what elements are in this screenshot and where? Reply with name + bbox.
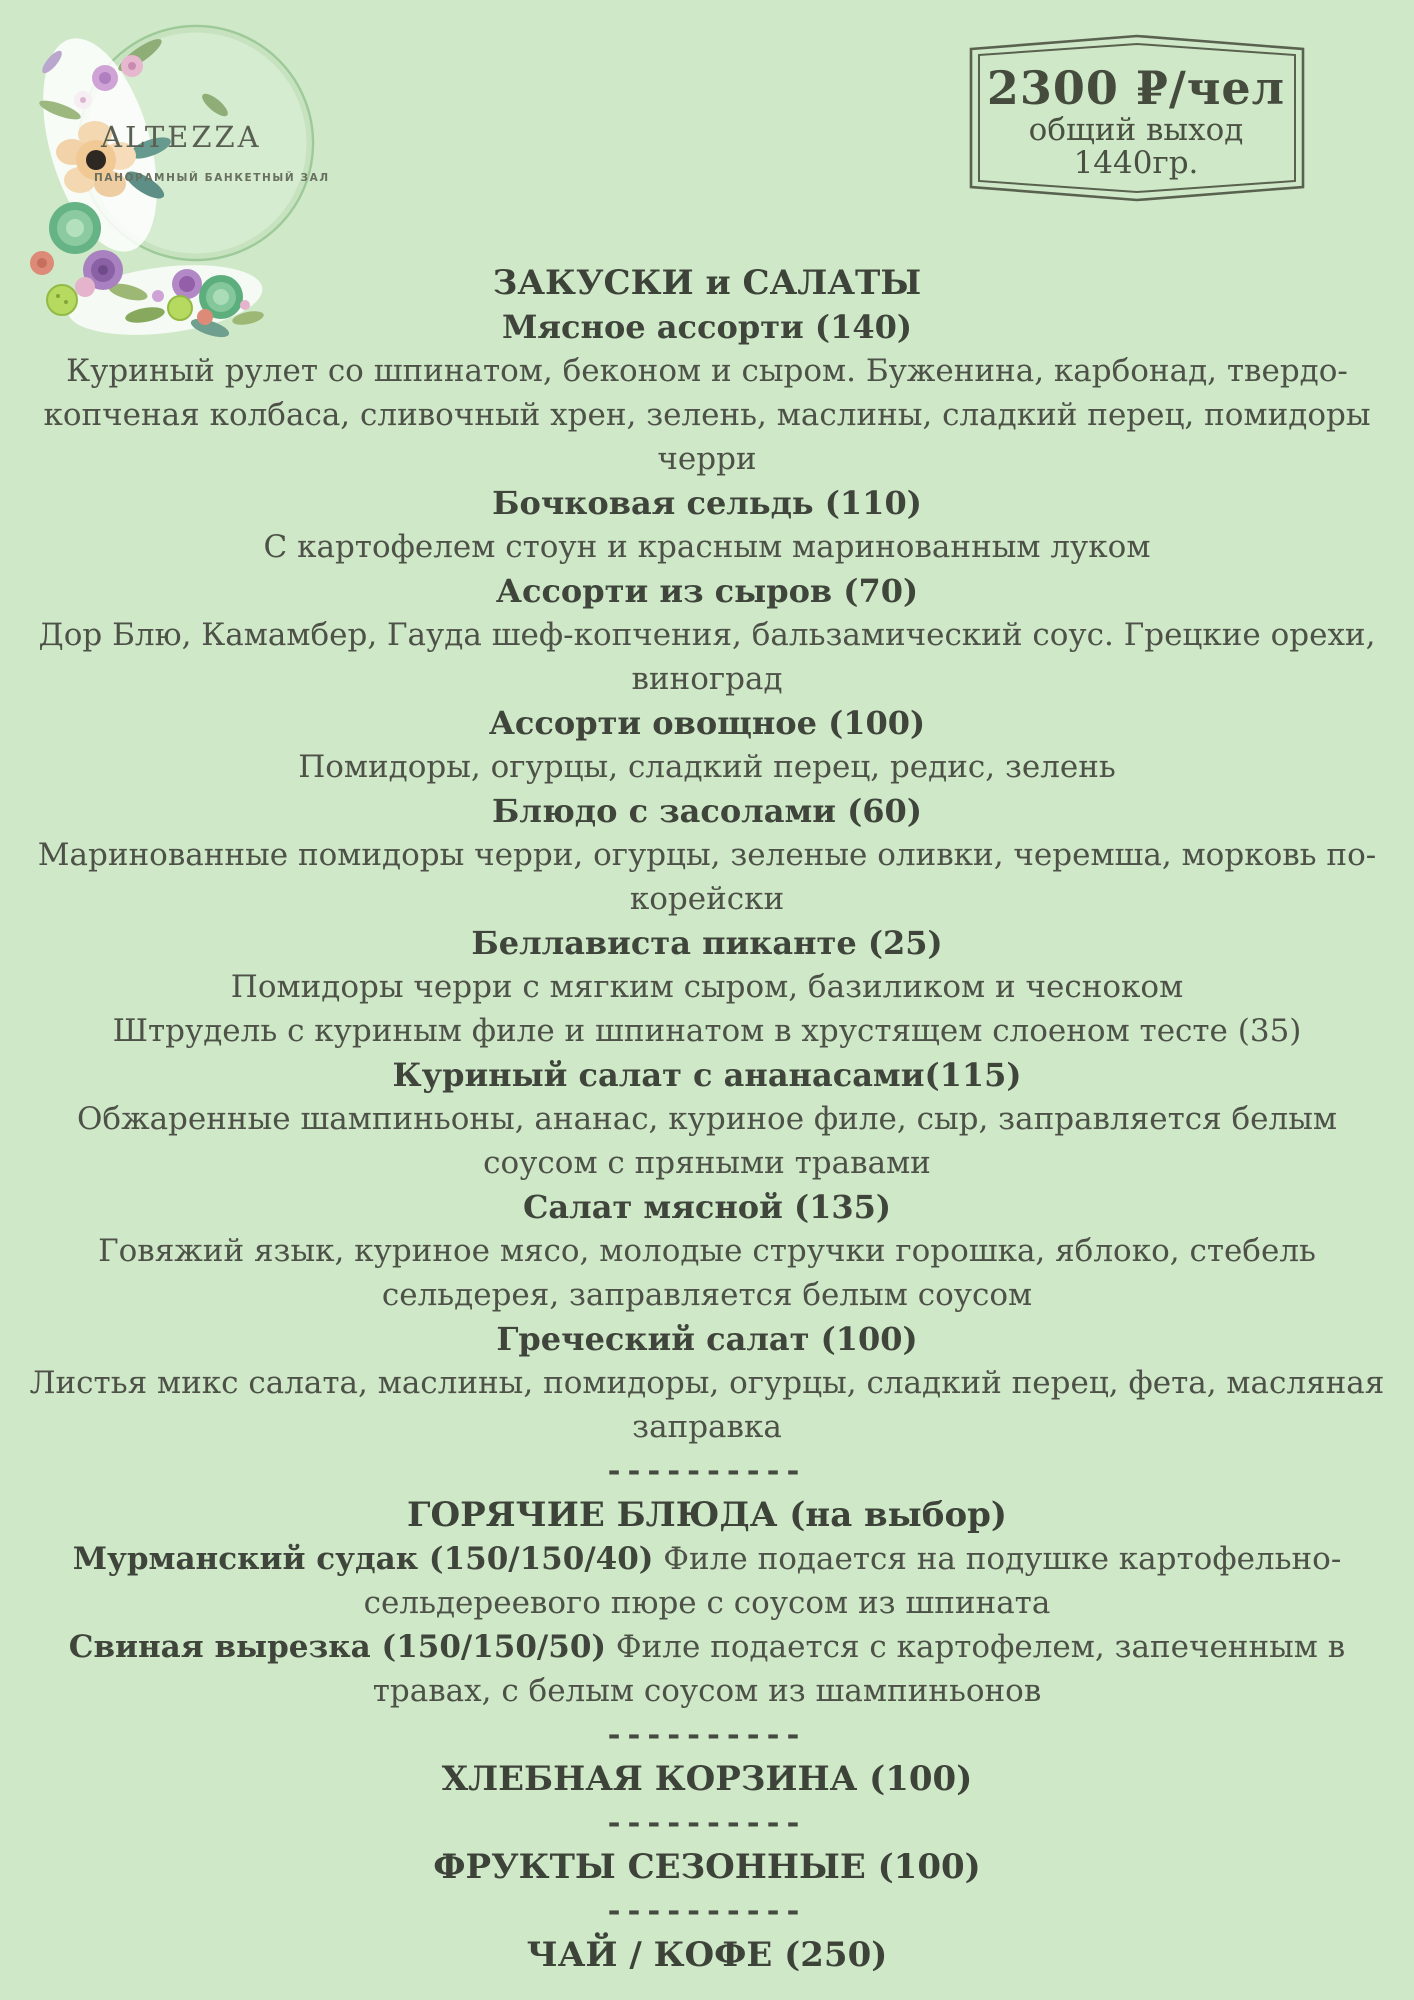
dish-description: Куриный рулет со шпинатом, беконом и сыром. Буженина, карбонад, твердо-копченая колбаса, сливочный хрен, зелень, маслины, сладкий перец, помидоры черри	[43, 353, 1371, 477]
badge-total-weight: 1440гр.	[1073, 145, 1199, 181]
dish-name: Салат мясной (135)	[522, 1188, 892, 1226]
dish-description: Маринованные помидоры черри, огурцы, зеленые оливки, черемша, морковь по-корейски	[37, 837, 1377, 917]
section-heading: ГОРЯЧИЕ БЛЮДА (на выбор)	[407, 1495, 1007, 1535]
dish-name: Мясное ассорти (140)	[501, 308, 912, 346]
dish-name: Мурманский судак (150/150/40)	[72, 1541, 654, 1577]
hot-dish-entry	[26, 1537, 1388, 1625]
dish-name: Беллависта пиканте (25)	[471, 924, 943, 962]
section-heading: ХЛЕБНАЯ КОРЗИНА (100)	[441, 1759, 973, 1799]
dish-description: Филе подается с картофелем, запеченным в травах, с белым соусом из шампиньонов	[372, 1629, 1346, 1709]
brand-tagline: ПАНОРАМНЫЙ БАНКЕТНЫЙ ЗАЛ	[94, 172, 330, 184]
dish-description: С картофелем стоун и красным маринованным луком	[263, 529, 1151, 565]
price-per-person: 2300 ₽/чел	[986, 61, 1286, 115]
section-heading: ЗАКУСКИ и САЛАТЫ	[492, 263, 922, 303]
section-heading: ФРУКТЫ СЕЗОННЫЕ (100)	[433, 1847, 981, 1887]
dish-description: Говяжий язык, куриное мясо, молодые стручки горошка, яблоко, стебель сельдерея, заправляется белым соусом	[98, 1233, 1316, 1313]
dish-description: Листья микс салата, маслины, помидоры, огурцы, сладкий перец, фета, масляная заправка	[29, 1365, 1385, 1445]
dish-name: Свиная вырезка (150/150/50)	[68, 1629, 607, 1665]
dish-description: Обжаренные шампиньоны, ананас, куриное филе, сыр, заправляется белым соусом с пряными травами	[76, 1101, 1338, 1181]
dish-name: Ассорти из сыров (70)	[495, 572, 919, 610]
dish-description: Дор Блю, Камамбер, Гауда шеф-копчения, бальзамический соус. Грецкие орехи, виноград	[38, 617, 1376, 697]
hot-dish-entry	[26, 1625, 1388, 1713]
brand-name: ALTEZZA	[101, 120, 262, 154]
badge-subtitle: общий выход	[1028, 112, 1244, 148]
menu-column	[26, 261, 1388, 1977]
dish-description: Филе подается на подушке картофельно-сельдереевого пюре с соусом из шпината	[363, 1541, 1342, 1621]
divider-dashes: ----------	[607, 1453, 807, 1489]
dish-name: Куриный салат с ананасами(115)	[392, 1056, 1022, 1094]
divider-dashes: ----------	[607, 1805, 807, 1841]
price-badge	[962, 28, 1310, 208]
dish-name: Бочковая сельдь (110)	[492, 484, 922, 522]
dish-description: Помидоры, огурцы, сладкий перец, редис, зелень	[298, 749, 1116, 785]
dish-name: Ассорти овощное (100)	[488, 704, 926, 742]
dish-name: Греческий салат (100)	[496, 1320, 918, 1358]
dish-description: Помидоры черри с мягким сыром, базиликом и чесноком	[230, 969, 1184, 1005]
dish-name: Блюдо с засолами (60)	[492, 792, 922, 830]
dish-description: Штрудель с куриным филе и шпинатом в хрустящем слоеном тесте (35)	[112, 1013, 1302, 1049]
section-heading: ЧАЙ / КОФЕ (250)	[526, 1935, 888, 1975]
divider-dashes: ----------	[607, 1893, 807, 1929]
divider-dashes: ----------	[607, 1717, 807, 1753]
